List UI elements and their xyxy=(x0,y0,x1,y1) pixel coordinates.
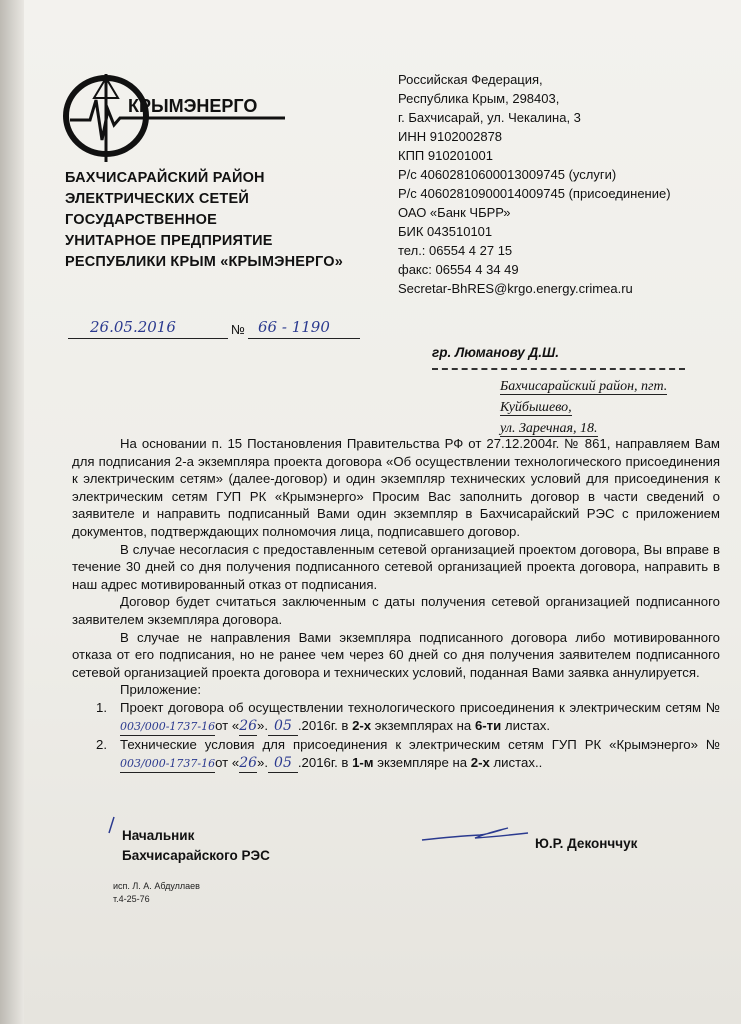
appendix-text: ». xyxy=(257,717,269,733)
check-mark-icon xyxy=(104,815,118,835)
appendix-text: от « xyxy=(215,717,240,733)
appendix-text: ». xyxy=(257,754,269,770)
appendix-text: Технические условия для присоединения к электрическим сетям ГУП РК «Крымэнерго» № xyxy=(120,737,720,753)
body-paragraph: Договор будет считаться заключенным с даты получения сетевой организацией подписанного заявителем экземпляра договора. xyxy=(72,594,720,627)
appendix-text: листах. xyxy=(501,717,551,733)
recipient-separator xyxy=(432,368,685,370)
appendix-text: .2016г. в xyxy=(297,754,353,770)
organization-name xyxy=(65,168,343,273)
executor-info xyxy=(113,880,200,906)
requisite-line: БИК 043510101 xyxy=(398,224,493,239)
appendix-text: от « xyxy=(215,754,240,770)
appendix-copies: 1-м xyxy=(352,754,374,770)
appendix-month: 05 xyxy=(268,718,298,737)
signatory-title-line: Бахчисарайского РЭС xyxy=(122,848,270,863)
appendix-copies: 2-х xyxy=(352,717,372,733)
appendix-number: 2. xyxy=(96,737,107,753)
appendix-doc-number: 003/000-1737-16 xyxy=(120,718,215,737)
appendix-text: Проект договора об осуществлении технологического присоединения к электрическим сетям № xyxy=(120,699,720,715)
appendix-day: 26 xyxy=(239,755,257,774)
letter-body xyxy=(72,435,720,773)
appendix-text: листах.. xyxy=(489,754,543,770)
page-edge-shadow xyxy=(0,0,24,1024)
krymenergo-logo xyxy=(60,70,290,170)
appendix-text: экземплярах на xyxy=(371,717,475,733)
company-requisites xyxy=(398,70,671,298)
appendix-sheets: 6-ти xyxy=(474,717,502,733)
executor-phone: т.4-25-76 xyxy=(113,894,150,904)
signatory-title xyxy=(122,826,270,866)
appendix-month: 05 xyxy=(268,755,298,774)
appendix-sheets: 2-х xyxy=(470,754,490,770)
signatory-title-line: Начальник xyxy=(122,828,195,843)
signatory-name: Ю.Р. Деконччук xyxy=(535,836,638,851)
org-line: УНИТАРНОЕ ПРЕДПРИЯТИЕ xyxy=(65,233,273,249)
reg-number-label: № xyxy=(231,322,245,337)
reg-number-handwritten: 66 - 1190 xyxy=(258,318,330,336)
requisite-line: г. Бахчисарай, ул. Чекалина, 3 xyxy=(398,110,581,125)
appendix-doc-number: 003/000-1737-16 xyxy=(120,755,215,774)
body-paragraph: В случае не направления Вами экземпляра подписанного договора либо мотивированного отказа от его подписания, но не ранее чем через 60 дней со дня получения заявителем подписанного сетевой организацией проекта договора и технических условий, поданная Вами заявка аннулируется. xyxy=(72,629,720,680)
requisite-email: Secretar-BhRES@krgo.energy.crimea.ru xyxy=(398,281,633,296)
requisite-line: Р/с 40602810900014009745 (присоединение) xyxy=(398,186,671,201)
body-paragraph: В случае несогласия с предоставленным сетевой организацией проектом договора, Вы вправе в течение 30 дней со дня получения подписанного сетевой организацией проекта договора, направить в наш адрес мотивированный отказ от подписания. xyxy=(72,541,720,592)
appendix-number: 1. xyxy=(96,699,107,715)
appendix-item xyxy=(96,736,720,773)
recipient-name: гр. Люманову Д.Ш. xyxy=(432,345,559,360)
requisite-line: тел.: 06554 4 27 15 xyxy=(398,243,513,258)
body-paragraph: На основании п. 15 Постановления Правительства РФ от 27.12.2004г. № 861, направляем Вам для подписания 2-а экземпляра проекта договора «Об осуществлении технологического присоединения к электрическим сетям» (далее-договор) и один экземпляр технических условий для присоединения к электрическим сетям ГУП РК «Крымэнерго» Просим Вас заполнить договор в части сведений о заявителе и направить подписанный Вами один экземпляр в Бахчисарайский РЭС с приложением документов, подтверждающих полномочия лица, подписавшего договор. xyxy=(72,436,720,539)
requisite-line: Российская Федерация, xyxy=(398,72,543,87)
recipient-address xyxy=(500,376,741,439)
appendix-list xyxy=(72,699,720,773)
org-line: РЕСПУБЛИКИ КРЫМ «КРЫМЭНЕРГО» xyxy=(65,254,343,270)
org-line: ЭЛЕКТРИЧЕСКИХ СЕТЕЙ xyxy=(65,191,249,207)
requisite-line: Республика Крым, 298403, xyxy=(398,91,560,106)
logo-wordmark: КРЫМЭНЕРГО xyxy=(128,96,258,116)
address-line: Бахчисарайский район, пгт. Куйбышево, xyxy=(500,379,668,415)
requisite-line: ИНН 9102002878 xyxy=(398,129,503,144)
requisite-line: ОАО «Банк ЧБРР» xyxy=(398,205,511,220)
reg-date-handwritten: 26.05.2016 xyxy=(90,318,176,336)
handwritten-signature xyxy=(420,818,530,848)
requisite-line: Р/с 40602810600013009745 (услуги) xyxy=(398,167,617,182)
appendix-item xyxy=(96,699,720,736)
reg-date-field xyxy=(68,318,228,339)
appendix-text: экземпляре на xyxy=(373,754,471,770)
executor-name: исп. Л. А. Абдуллаев xyxy=(113,881,200,891)
org-line: ГОСУДАРСТВЕННОЕ xyxy=(65,212,217,228)
requisite-line: КПП 910201001 xyxy=(398,148,493,163)
org-line: БАХЧИСАРАЙСКИЙ РАЙОН xyxy=(65,170,265,186)
appendix-title: Приложение: xyxy=(120,682,202,698)
address-line: ул. Заречная, 18. xyxy=(500,421,598,436)
appendix-day: 26 xyxy=(239,718,257,737)
appendix-text: .2016г. в xyxy=(297,717,353,733)
reg-number-field xyxy=(248,318,360,339)
requisite-line: факс: 06554 4 34 49 xyxy=(398,262,519,277)
